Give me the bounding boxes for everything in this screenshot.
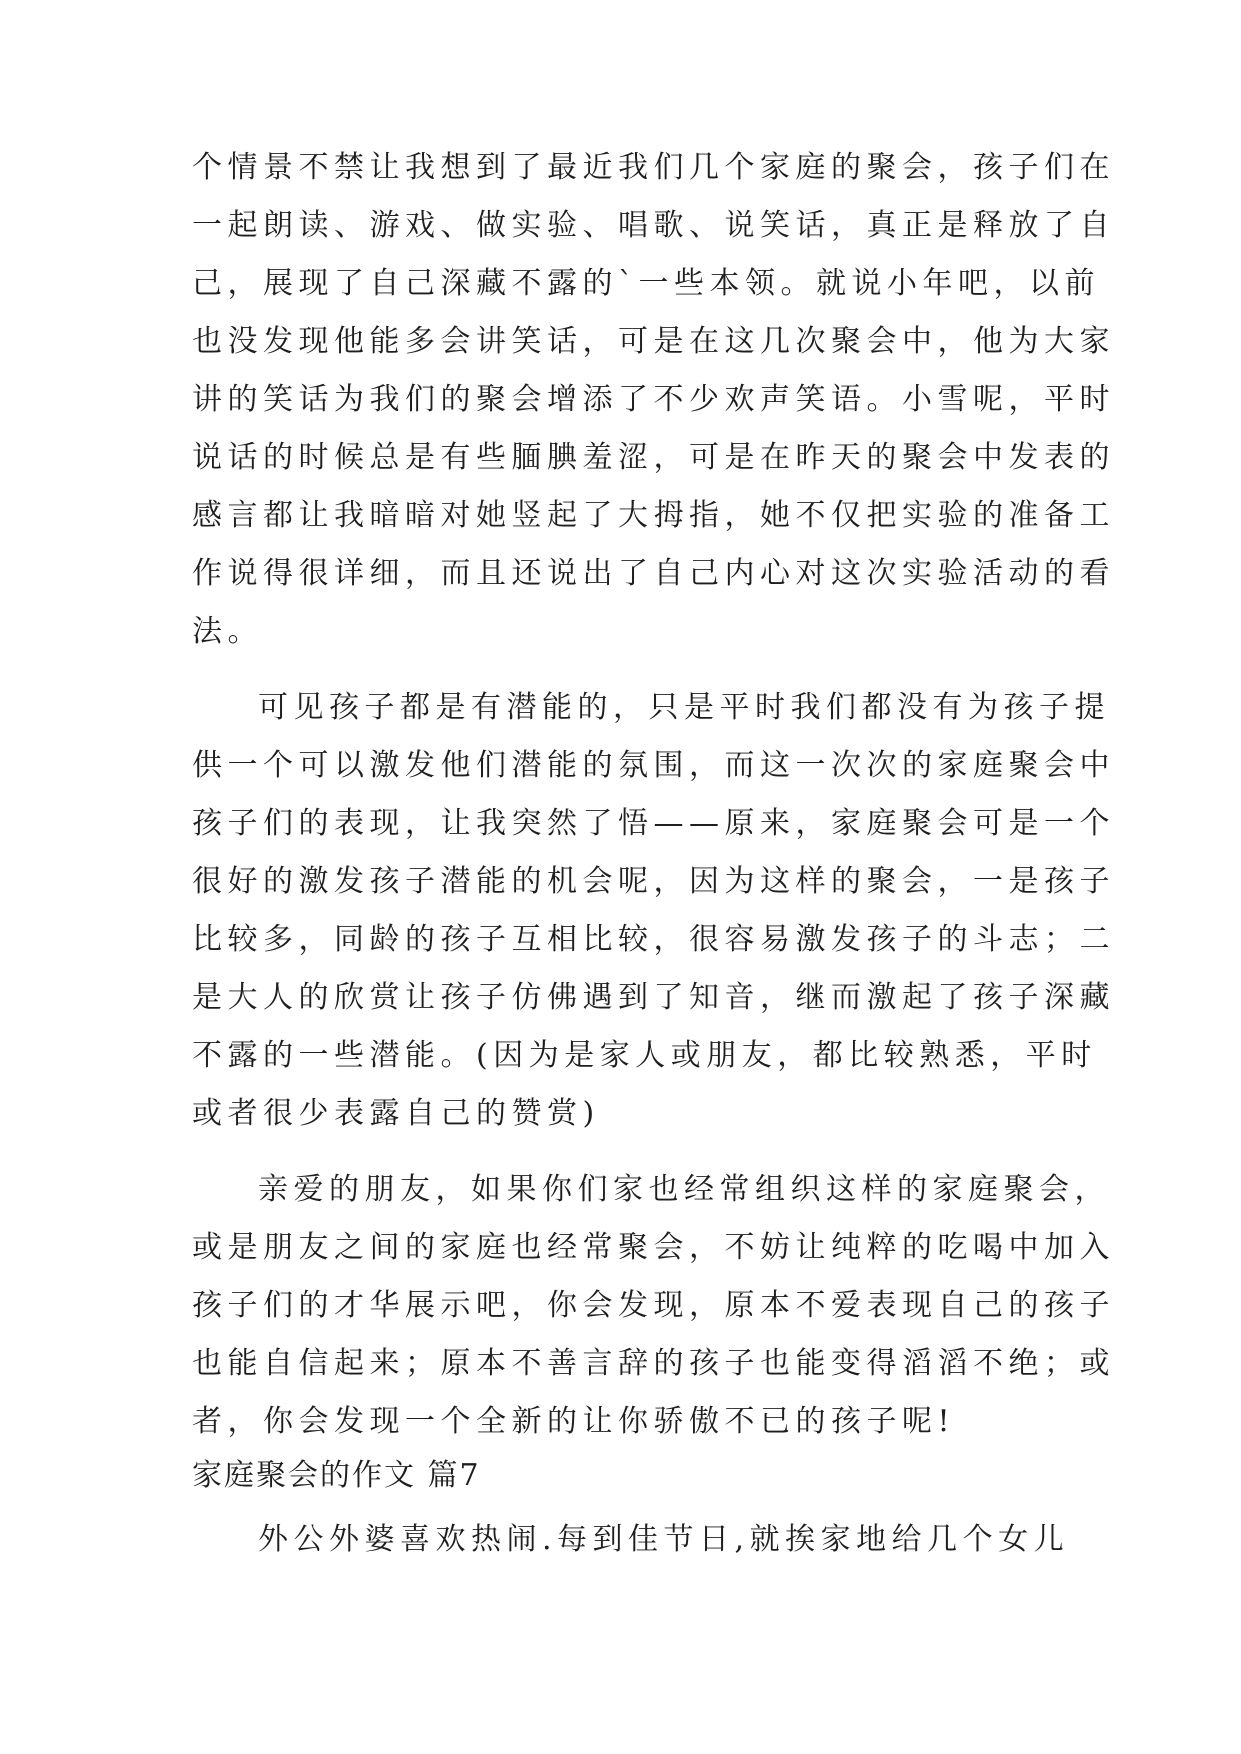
paragraph-line: 或者很少表露自己的赞赏) xyxy=(192,1096,600,1131)
paragraph-line: 比较多，同龄的孩子互相比较，很容易激发孩子的斗志；二 xyxy=(192,922,1115,957)
paragraph-line: 孩子们的才华展示吧，你会发现，原本不爱表现自己的孩子 xyxy=(192,1288,1115,1323)
paragraph-line: 很好的激发孩子潜能的机会呢，因为这样的聚会，一是孩子 xyxy=(192,864,1115,899)
paragraph-line: 供一个可以激发他们潜能的氛围，而这一次次的家庭聚会中 xyxy=(192,748,1115,783)
paragraph-line: 孩子们的表现，让我突然了悟——原来，家庭聚会可是一个 xyxy=(192,806,1115,841)
paragraph-line: 己，展现了自己深藏不露的`一些本领。就说小年吧，以前 xyxy=(192,266,1100,301)
paragraph-line: 也能自信起来；原本不善言辞的孩子也能变得滔滔不绝；或 xyxy=(192,1346,1115,1381)
paragraph-line: 一起朗读、游戏、做实验、唱歌、说笑话，真正是释放了自 xyxy=(192,208,1115,243)
paragraph-line: 可见孩子都是有潜能的，只是平时我们都没有为孩子提 xyxy=(258,690,1110,725)
paragraph-line: 外公外婆喜欢热闹.每到佳节日,就挨家地给几个女儿 xyxy=(258,1522,1070,1557)
paragraph-line: 者，你会发现一个全新的让你骄傲不已的孩子呢! xyxy=(192,1404,956,1439)
paragraph-line: 是大人的欣赏让孩子仿佛遇到了知音，继而激起了孩子深藏 xyxy=(192,980,1115,1015)
paragraph-line: 个情景不禁让我想到了最近我们几个家庭的聚会，孩子们在 xyxy=(192,150,1115,185)
section-heading: 家庭聚会的作文 篇7 xyxy=(192,1458,481,1493)
paragraph-line: 不露的一些潜能。(因为是家人或朋友，都比较熟悉，平时 xyxy=(192,1038,1097,1073)
paragraph-line: 作说得很详细，而且还说出了自己内心对这次实验活动的看 xyxy=(192,556,1115,591)
paragraph-line: 或是朋友之间的家庭也经常聚会，不妨让纯粹的吃喝中加入 xyxy=(192,1230,1115,1265)
paragraph-line: 也没发现他能多会讲笑话，可是在这几次聚会中，他为大家 xyxy=(192,324,1115,359)
paragraph-line: 亲爱的朋友，如果你们家也经常组织这样的家庭聚会， xyxy=(258,1172,1110,1207)
paragraph-line: 说话的时候总是有些腼腆羞涩，可是在昨天的聚会中发表的 xyxy=(192,440,1115,475)
paragraph-line: 法。 xyxy=(192,614,263,649)
paragraph-line: 讲的笑话为我们的聚会增添了不少欢声笑语。小雪呢，平时 xyxy=(192,382,1115,417)
paragraph-line: 感言都让我暗暗对她竖起了大拇指，她不仅把实验的准备工 xyxy=(192,498,1115,533)
